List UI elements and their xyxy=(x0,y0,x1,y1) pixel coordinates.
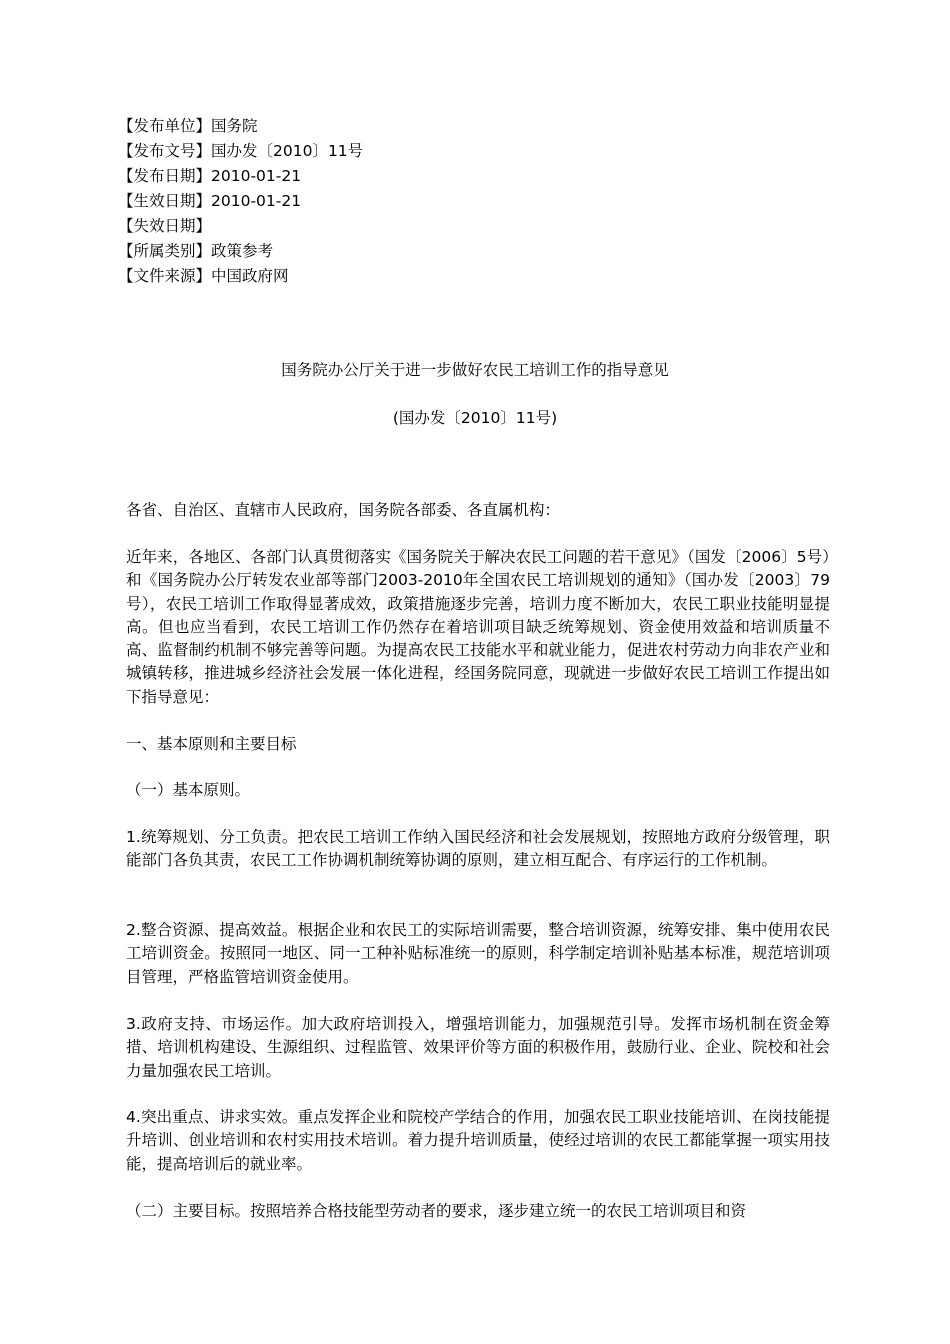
document-title: 国务院办公厅关于进一步做好农民工培训工作的指导意见 xyxy=(281,361,669,379)
meta-expiry-date: 【失效日期】 xyxy=(118,217,212,235)
document-metadata xyxy=(118,114,838,289)
document-number: (国办发〔2010〕11号) xyxy=(392,409,558,427)
meta-effective-date: 【生效日期】2010-01-21 xyxy=(118,192,302,210)
meta-issuer: 【发布单位】国务院 xyxy=(118,117,258,135)
addressee-paragraph: 各省、自治区、直辖市人民政府，国务院各部委、各直属机构： xyxy=(126,501,561,519)
subsection-heading-goals: （二）主要目标。按照培养合格技能型劳动者的要求，逐步建立统一的农民工培训项目和资 xyxy=(126,1202,747,1220)
meta-doc-number: 【发布文号】国办发〔2010〕11号 xyxy=(118,142,364,160)
section-heading-1: 一、基本原则和主要目标 xyxy=(126,735,297,753)
principle-item-4: 4.突出重点、讲求实效。重点发挥企业和院校产学结合的作用，加强农民工职业技能培训、在岗技能提升培训、创业培训和农村实用技术培训。着力提升培训质量，使经过培训的农民工都能掌握一项实用技能，提高培训后的就业率。 xyxy=(126,1108,830,1173)
intro-paragraph: 近年来，各地区、各部门认真贯彻落实《国务院关于解决农民工问题的若干意见》（国发〔2006〕5号）和《国务院办公厅转发农业部等部门2003-2010年全国农民工培训规划的通知》（国办发〔2003〕79号），农民工培训工作取得显著成效，政策措施逐步完善，培训力度不断加大，农民工职业技能明显提高。但也应当看到，农民工培训工作仍然存在着培训项目缺乏统筹规划、资金使用效益和培训质量不高、监督制约机制不够完善等问题。为提高农民工技能水平和就业能力，促进农村劳动力向非农产业和城镇转移，推进城乡经济社会发展一体化进程，经国务院同意，现就进一步做好农民工培训工作提出如下指导意见： xyxy=(126,548,830,706)
meta-source: 【文件来源】中国政府网 xyxy=(118,267,289,285)
principle-item-1: 1.统筹规划、分工负责。把农民工培训工作纳入国民经济和社会发展规划，按照地方政府分级管理，职能部门各负其责，农民工工作协调机制统筹协调的原则，建立相互配合、有序运行的工作机制。 xyxy=(126,828,830,870)
principle-item-2: 2.整合资源、提高效益。根据企业和农民工的实际培训需要，整合培训资源，统筹安排、集中使用农民工培训资金。按照同一地区、同一工种补贴标准统一的原则，科学制定培训补贴基本标准，规范培训项目管理，严格监管培训资金使用。 xyxy=(126,921,830,986)
subsection-heading-principles: （一）基本原则。 xyxy=(126,781,251,799)
meta-issue-date: 【发布日期】2010-01-21 xyxy=(118,167,302,185)
meta-category: 【所属类别】政策参考 xyxy=(118,242,274,260)
principle-item-3: 3.政府支持、市场运作。加大政府培训投入，增强培训能力，加强规范引导。发挥市场机制在资金筹措、培训机构建设、生源组织、过程监管、效果评价等方面的积极作用，鼓励行业、企业、院校和社会力量加强农民工培训。 xyxy=(126,1015,830,1080)
